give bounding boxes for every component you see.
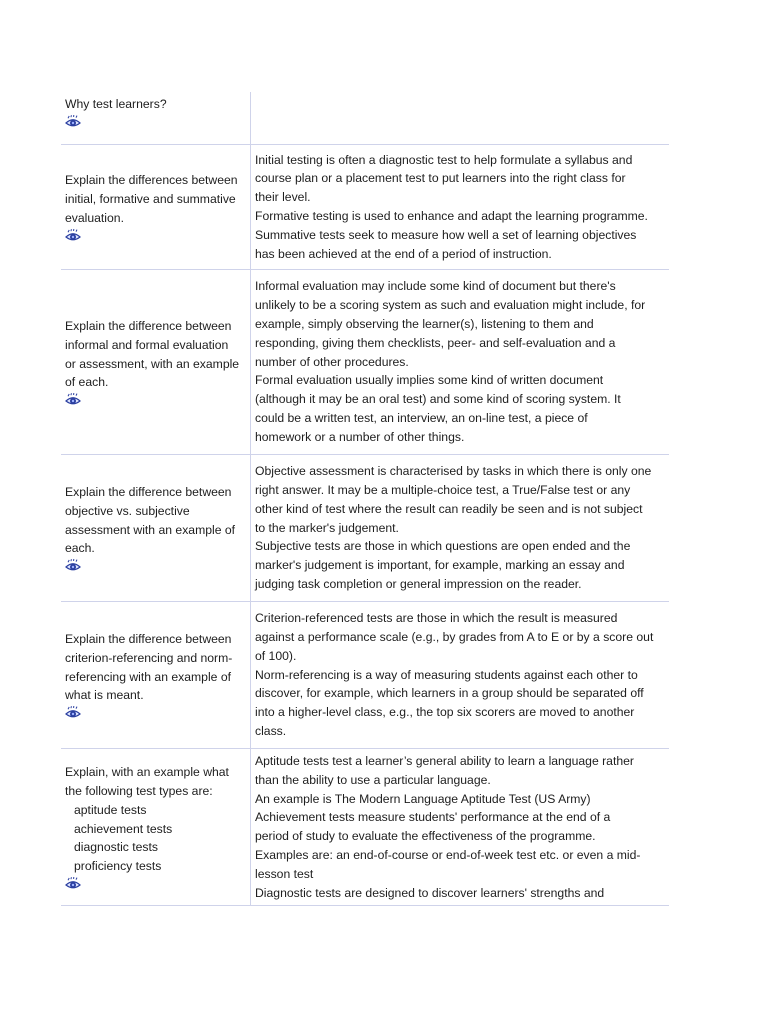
eye-icon[interactable] — [65, 115, 81, 129]
table-row — [61, 749, 669, 906]
answer-text: against a performance scale (e.g., by grades from A to E or by a score out — [255, 630, 654, 644]
question-cell — [61, 145, 251, 270]
answer-text: to the marker's judgement. — [255, 520, 399, 535]
answer-text: Diagnostic tests are designed to discover learners' strengths and — [255, 885, 605, 900]
question-text: referencing with an example of — [65, 669, 231, 684]
answer-text: Subjective tests are those in which questions are open ended and the — [255, 539, 631, 554]
answer-cell — [251, 92, 670, 145]
answer-text: Formative testing is used to enhance and adapt the learning programme. — [255, 209, 648, 223]
answer-text: right answer. It may be a multiple-choice test, a True/False test or any — [255, 483, 631, 497]
eye-icon[interactable] — [65, 393, 81, 407]
answer-text: (although it may be an oral test) and some kind of scoring system. It — [255, 392, 621, 407]
question-cell — [61, 602, 251, 749]
answer-text: has been achieved at the end of a period of instruction. — [255, 246, 552, 261]
question-text: Explain the difference between — [65, 631, 232, 646]
question-text: evaluation. — [65, 210, 124, 225]
test-type-item: proficiency tests — [74, 859, 162, 874]
test-type-item: achievement tests — [74, 821, 173, 836]
question-text: initial, formative and summative — [65, 192, 236, 207]
table-row — [61, 455, 669, 602]
answer-text: into a higher-level class, e.g., the top six scorers are moved to another — [255, 705, 635, 720]
question-text: Explain the difference between — [65, 484, 232, 499]
answer-text: Informal evaluation may include some kind of document but there's — [255, 279, 616, 294]
answer-text: unlikely to be a scoring system as such and evaluation might include, for — [255, 298, 646, 313]
answer-text: Objective assessment is characterised by tasks in which there is only one — [255, 464, 652, 479]
answer-text: Norm-referencing is a way of measuring students against each other to — [255, 667, 638, 682]
answer-text: other kind of test where the result can readily be seen and is not subject — [255, 501, 643, 516]
answer-text: homework or a number of other things. — [255, 429, 465, 444]
answer-cell — [251, 602, 670, 749]
answer-text: Initial testing is often a diagnostic test to help formulate a syllabus and — [255, 152, 633, 167]
table-row — [61, 145, 669, 270]
table-row — [61, 270, 669, 455]
answer-cell — [251, 455, 670, 602]
answer-cell — [251, 749, 670, 906]
question-cell — [61, 749, 251, 906]
answer-text: An example is The Modern Language Aptitude Test (US Army) — [255, 791, 591, 806]
question-text: each. — [65, 541, 95, 556]
eye-icon[interactable] — [65, 559, 81, 573]
answer-text: responding, giving them checklists, peer- and self-evaluation and a — [255, 335, 616, 350]
answer-text: Aptitude tests test a learner’s general ability to learn a language rather — [255, 754, 634, 768]
eye-icon[interactable] — [65, 706, 81, 720]
question-text: Why test learners? — [65, 97, 167, 111]
question-text: Explain, with an example what — [65, 765, 229, 780]
answer-cell — [251, 145, 670, 270]
answer-text: example, simply observing the learner(s), listening to them and — [255, 317, 594, 331]
answer-cell — [251, 270, 670, 455]
answer-text: Criterion-referenced tests are those in which the result is measured — [255, 611, 618, 626]
question-cell — [61, 92, 251, 145]
answer-text: Examples are: an end-of-course or end-of-week test etc. or even a mid- — [255, 847, 641, 862]
eye-icon[interactable] — [65, 877, 81, 891]
table-row — [61, 602, 669, 749]
test-type-item: diagnostic tests — [74, 840, 159, 855]
answer-text: Formal evaluation usually implies some kind of written document — [255, 373, 604, 388]
test-type-item: aptitude tests — [74, 802, 147, 817]
answer-text: course plan or a placement test to put learners into the right class for — [255, 171, 626, 186]
answer-text: class. — [255, 723, 287, 738]
question-text: what is meant. — [65, 688, 144, 703]
eye-icon[interactable] — [65, 229, 81, 243]
question-cell — [61, 270, 251, 455]
answer-text: Achievement tests measure students' performance at the end of a — [255, 810, 611, 825]
question-cell — [61, 455, 251, 602]
answer-text: judging task completion or general impression on the reader. — [255, 576, 582, 591]
answer-text: could be a written test, an interview, an on-line test, a piece of — [255, 410, 588, 425]
question-text: Explain the difference between — [65, 318, 232, 333]
answer-text: their level. — [255, 190, 311, 205]
answer-text: number of other procedures. — [255, 354, 409, 369]
question-text: of each. — [65, 375, 109, 390]
table-row — [61, 92, 669, 145]
question-text: or assessment, with an example — [65, 356, 240, 371]
qa-table — [61, 92, 669, 906]
answer-text: of 100). — [255, 648, 297, 663]
answer-text: period of study to evaluate the effectiveness of the programme. — [255, 829, 596, 844]
answer-text: discover, for example, which learners in a group should be separated off — [255, 686, 644, 701]
question-text: the following test types are: — [65, 784, 213, 799]
question-text: objective vs. subjective — [65, 503, 190, 518]
question-text: criterion-referencing and norm- — [65, 650, 233, 665]
answer-text: than the ability to use a particular language. — [255, 772, 491, 787]
question-text: Explain the differences between — [65, 173, 238, 188]
answer-text: marker's judgement is important, for example, marking an essay and — [255, 558, 625, 573]
question-text: assessment with an example of — [65, 522, 236, 537]
answer-text: lesson test — [255, 866, 314, 881]
question-text: informal and formal evaluation — [65, 337, 229, 352]
answer-text: Summative tests seek to measure how well a set of learning objectives — [255, 227, 637, 242]
